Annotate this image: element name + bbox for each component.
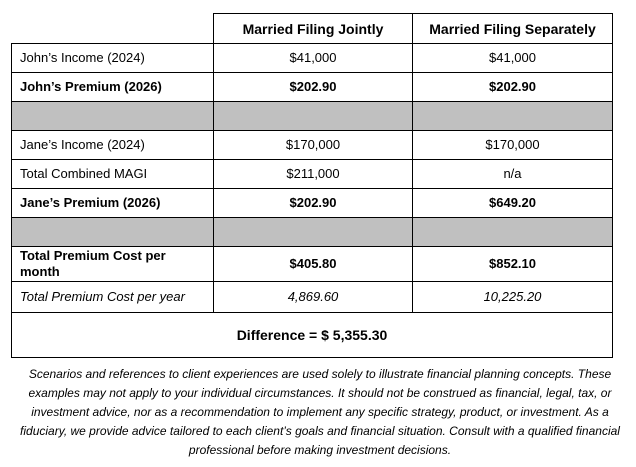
premium-comparison-table	[11, 13, 613, 358]
mfs-value: n/a	[413, 160, 613, 189]
mfj-value: $405.80	[214, 247, 413, 282]
separator-cell	[413, 218, 613, 247]
separator-row	[12, 102, 613, 131]
difference-total: Difference = $ 5,355.30	[12, 313, 613, 358]
separator-row	[12, 218, 613, 247]
separator-cell	[12, 218, 214, 247]
disclaimer-text: Scenarios and references to client experiences are used solely to illustrate financial planning concepts. These examples may not apply to your individual circumstances. It should not be construed as financial, legal, tax, or investment advice, nor as a recommendation to implement any specific strategy, product, or investment. As a fiduciary, we provide advice tailored to each client’s goals and financial situation. Consult with a qualified financial professional before making investment decisions.	[20, 367, 620, 457]
mfs-value: 10,225.20	[413, 282, 613, 313]
separator-cell	[214, 218, 413, 247]
mfs-value: $202.90	[413, 73, 613, 102]
mfj-value: $170,000	[214, 131, 413, 160]
table-row	[12, 44, 613, 73]
difference-row	[12, 313, 613, 358]
table-row	[12, 73, 613, 102]
table-row	[12, 189, 613, 218]
row-label: Total Premium Cost per year	[12, 282, 214, 313]
mfs-value: $41,000	[413, 44, 613, 73]
row-label: John’s Premium (2026)	[12, 73, 214, 102]
row-label: Total Premium Cost per month	[12, 247, 214, 282]
table-row	[12, 131, 613, 160]
table-row	[12, 160, 613, 189]
separator-cell	[12, 102, 214, 131]
header-married-filing-separately: Married Filing Separately	[413, 14, 613, 44]
separator-cell	[413, 102, 613, 131]
row-label: Jane’s Income (2024)	[12, 131, 214, 160]
table-row	[12, 282, 613, 313]
header-blank-cell	[12, 14, 214, 44]
header-married-filing-jointly: Married Filing Jointly	[214, 14, 413, 44]
row-label: John’s Income (2024)	[12, 44, 214, 73]
mfj-value: $41,000	[214, 44, 413, 73]
mfj-value: $202.90	[214, 189, 413, 218]
mfj-value: $211,000	[214, 160, 413, 189]
mfs-value: $649.20	[413, 189, 613, 218]
mfs-value: $170,000	[413, 131, 613, 160]
separator-cell	[214, 102, 413, 131]
header-row	[12, 14, 613, 44]
row-label: Jane’s Premium (2026)	[12, 189, 214, 218]
mfj-value: $202.90	[214, 73, 413, 102]
row-label: Total Combined MAGI	[12, 160, 214, 189]
mfj-value: 4,869.60	[214, 282, 413, 313]
mfs-value: $852.10	[413, 247, 613, 282]
table-row	[12, 247, 613, 282]
